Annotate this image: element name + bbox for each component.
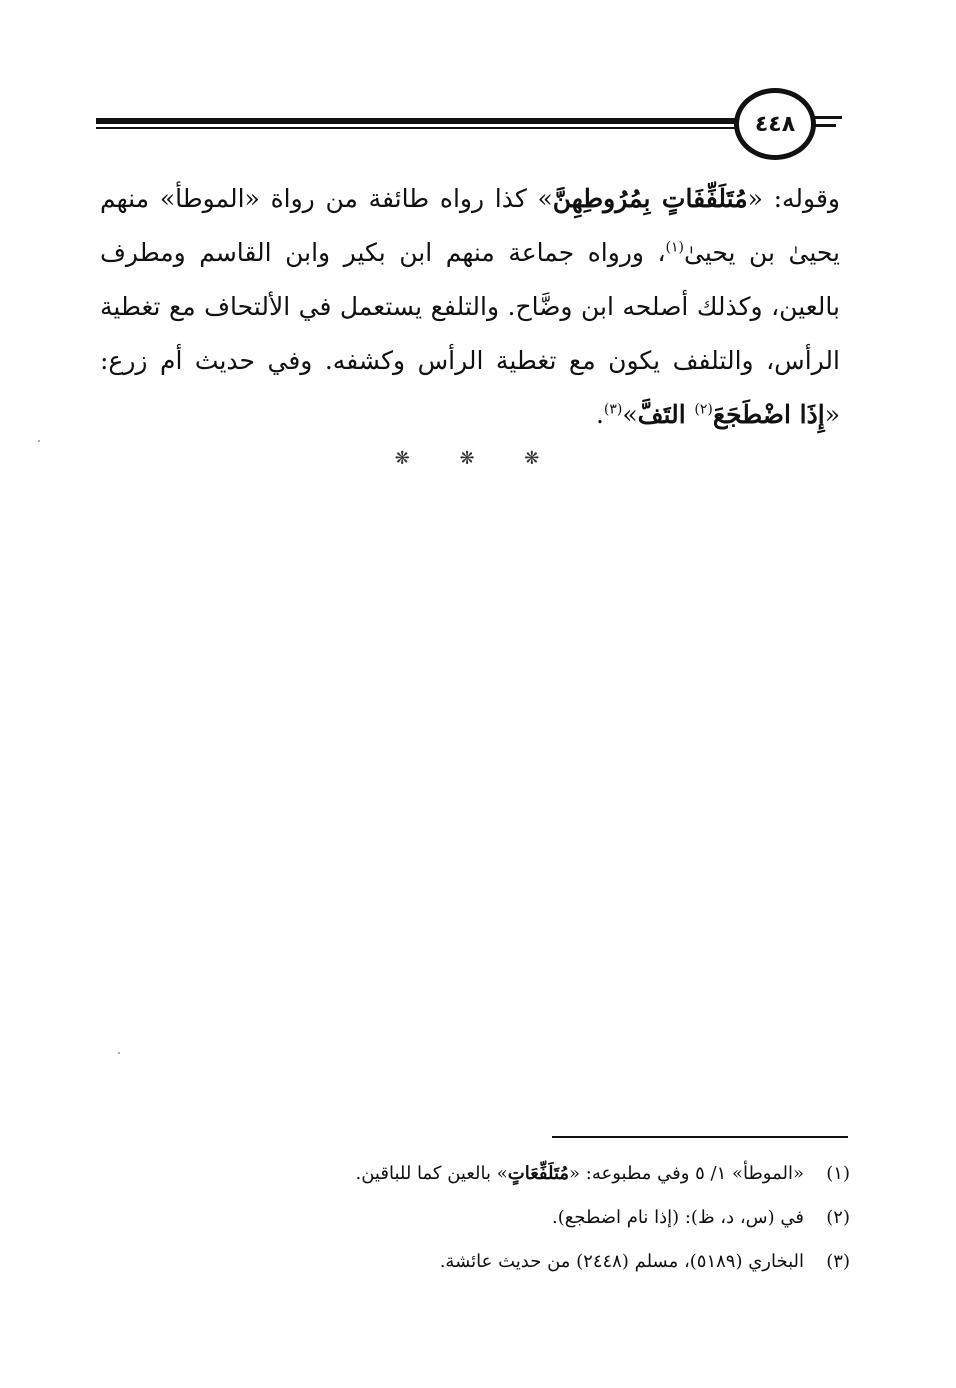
footnote-ref-3[interactable]: (٣)	[603, 401, 623, 418]
page-number: ٤٤٨	[734, 88, 816, 160]
header-rule-thick	[96, 118, 746, 124]
section-separator: ❋ ❋ ❋	[394, 448, 562, 469]
scan-speck	[38, 440, 40, 442]
scan-speck	[118, 1052, 120, 1054]
footnote-ref-1[interactable]: (١)	[665, 239, 685, 256]
header-rule-thin	[96, 127, 746, 129]
footnote-number: (٣)	[826, 1251, 850, 1272]
quote-hadith-2b: التَفَّ	[637, 400, 695, 429]
footnote-number: (٢)	[826, 1207, 850, 1228]
footnote-2	[200, 1196, 850, 1240]
footnote-ref-2[interactable]: (٢)	[694, 401, 713, 418]
body-text-1: وقوله: «	[747, 184, 840, 213]
page-header	[96, 86, 842, 156]
footnote-rule	[552, 1136, 848, 1138]
footnote-text: «الموطأ» ١/ ٥ وفي مطبوعه: «	[569, 1163, 804, 1184]
quote-hadith-1: مُتَلَفِّفَاتٍ بِمُرُوطِهِنَّ	[552, 184, 748, 213]
quote-hadith-2a: إِذَا اضْطَجَعَ	[712, 400, 825, 429]
footnotes	[200, 1152, 850, 1284]
body-text-3: ، ورواه جماعة منهم ابن بكير وابن القاسم ومطرف بالعين، وكذلك أصلحه ابن وضَّاح. والتلفع يستعمل في الألتحاف مع تغطية الرأس، والتلفف يكون مع تغطية الرأس وكشفه. وفي حديث أم زرع: «	[100, 238, 840, 429]
footnote-bold: مُتَلَفِّعَاتٍ	[507, 1163, 570, 1184]
body-text-end: .	[595, 400, 604, 429]
footnote-text: البخاري (٥١٨٩)، مسلم (٢٤٤٨) من حديث عائشة.	[439, 1251, 804, 1272]
body-text-2: » كذا رواه طائفة من رواة «الموطأ» منهم يحيىٰ بن يحيىٰ	[100, 184, 840, 267]
body-paragraph	[100, 172, 840, 442]
footnote-1	[200, 1152, 850, 1196]
footnote-3	[200, 1240, 850, 1284]
footnote-text: في (س، د، ظ): (إذا نام اضطجع).	[552, 1207, 804, 1228]
header-rule-right	[812, 116, 842, 119]
footnote-number: (١)	[826, 1163, 850, 1184]
footnote-text-end: » بالعين كما للباقين.	[355, 1163, 508, 1184]
body-text-4: »	[622, 400, 638, 429]
